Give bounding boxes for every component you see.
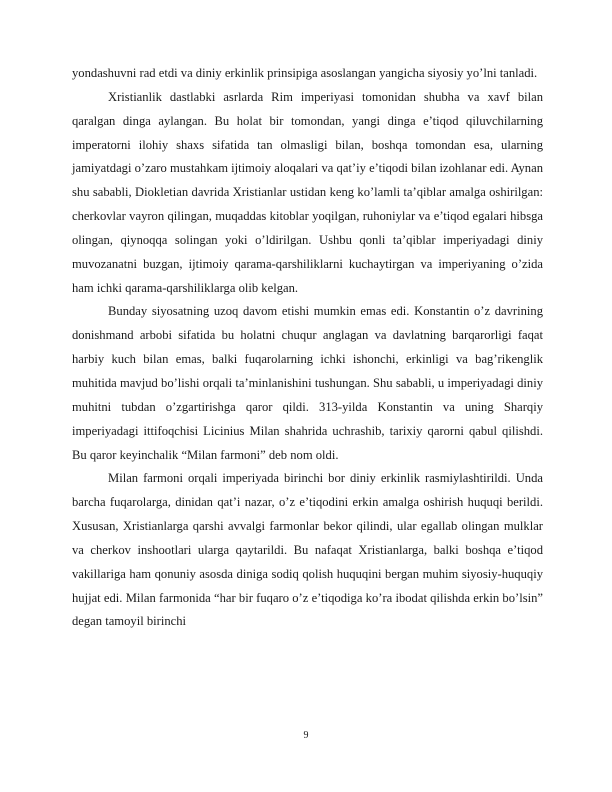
page-number: 9 (303, 730, 309, 741)
paragraph-continuation: yondashuvni rad etdi va diniy erkinlik prinsipiga asoslangan yangicha siyosiy yo’lni tanladi. (72, 66, 538, 80)
paragraph-constantine-policy: Bunday siyosatning uzoq davom etishi mumkin emas edi. Konstantin o’z davrining donishmand arbobi sifatida bu holatni chuqur anglagan va davlatning barqarorligi faqat harbiy kuch bilan emas, balki fuqarolarning ichki ishonchi, erkinligi va bag’rikenglik muhitida mavjud bo’lishi orqali ta’minlanishini tushungan. Shu sababli, u imperiyadagi diniy muhitni tubdan o’zgartirishga qaror qildi. 313-yilda Konstantin va uning Sharqiy imperiyadagi ittifoqchisi Licinius Milan shahrida uchrashib, tarixiy qarorni qabul qilishdi. Bu qaror keyinchalik “Milan farmoni” deb nom oldi. (72, 304, 543, 462)
paragraph-christianity-persecution: Xristianlik dastlabki asrlarda Rim imperiyasi tomonidan shubha va xavf bilan qaralgan dinga aylangan. Bu holat bir tomondan, yangi dinga e’tiqod qiluvchilarning imperatorni ilohiy shaxs sifatida tan olmasligi bilan, boshqa tomondan esa, ularning jamiyatdagi o’zaro mustahkam ijtimoiy aloqalari va qat’iy e’tiqodi bilan izohlanar edi. Aynan shu sababli, Diokletian davrida Xristianlar ustidan keng ko’lamli ta’qiblar amalga oshirilgan: cherkovlar vayron qilingan, muqaddas kitoblar yoqilgan, ruhoniylar va e’tiqod egalari hibsga olingan, qiynoqqa solingan yoki o’ldirilgan. Ushbu qonli ta’qiblar imperiyadagi diniy muvozanatni buzgan, ijtimoiy qarama-qarshiliklarni kuchaytirgan va imperiyaning o’zida ham ichki qarama-qarshiliklarga olib kelgan. (72, 89, 543, 295)
paragraph-milan-edict: Milan farmoni orqali imperiyada birinchi bor diniy erkinlik rasmiylashtirildi. Unda barcha fuqarolarga, dinidan qat’i nazar, o’z e’tiqodini erkin amalga oshirish huquqi berildi. Xususan, Xristianlarga qarshi avvalgi farmonlar bekor qilindi, ular egallab olingan mulklar va cherkov inshootlari ularga qaytarildi. Bu nafaqat Xristianlarga, balki boshqa e’tiqod vakillariga ham qonuniy asosda diniga sodiq qolish huquqini bergan muhim siyosiy-huquqiy hujjat edi. Milan farmonida “har bir fuqaro o’z e’tiqodiga ko’ra ibodat qilishda erkin bo’lsin” degan tamoyil birinchi (72, 471, 543, 629)
document-body (72, 62, 543, 634)
